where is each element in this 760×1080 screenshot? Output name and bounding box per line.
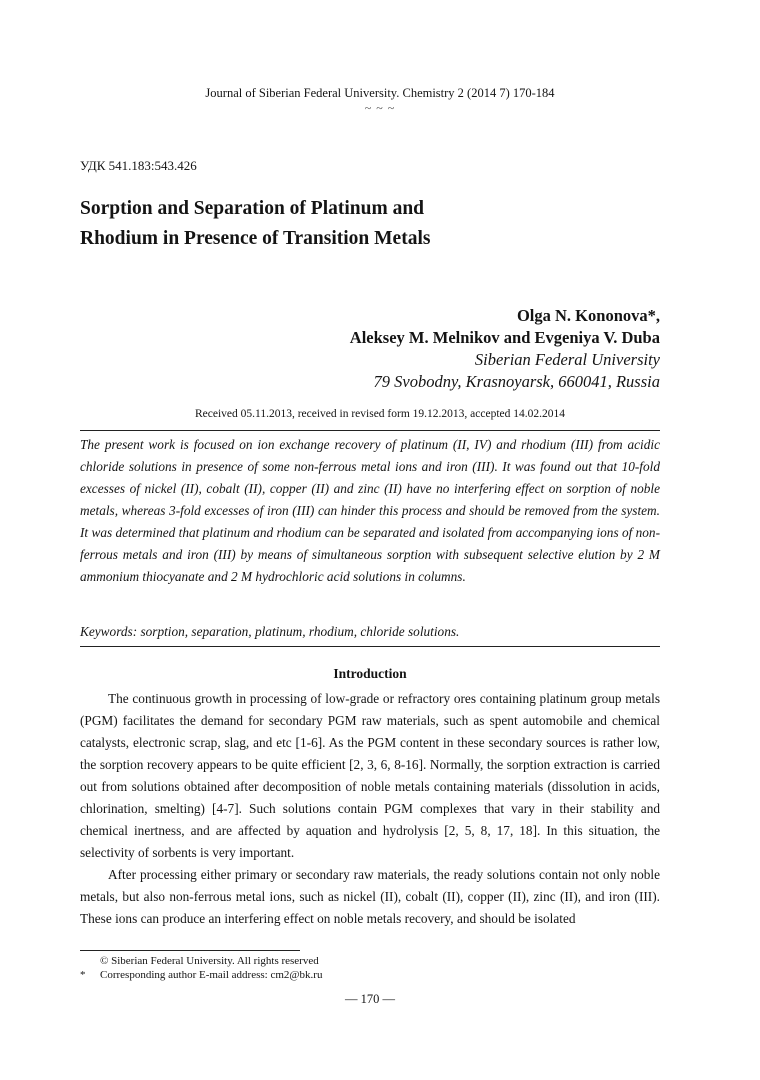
keywords-bottom-rule xyxy=(80,646,660,647)
author-block xyxy=(350,305,660,393)
address: 79 Svobodny, Krasnoyarsk, 660041, Russia xyxy=(373,372,660,391)
author-line-1: Olga N. Kononova*, xyxy=(516,306,660,325)
affiliation: Siberian Federal University xyxy=(474,350,660,369)
udc-code: УДК 541.183:543.426 xyxy=(80,158,197,173)
header-separator: ~ ~ ~ xyxy=(364,101,396,115)
footnote-rule xyxy=(80,950,300,951)
page-number: — 170 — xyxy=(345,992,395,1006)
paragraph: After processing either primary or secondary raw materials, the ready solutions contain not only noble metals, but also non-ferrous metal ions, such as nickel (II), cobalt (II), copper (II), zinc (II), and iron (III). These ions can produce an interfering effect on noble metals recovery, and should be isolated xyxy=(80,867,660,926)
abstract-top-rule xyxy=(80,430,660,431)
section-heading-introduction: Introduction xyxy=(333,666,407,681)
corresponding-email: Corresponding author E-mail address: cm2@bk.ru xyxy=(100,969,323,981)
footnote-corresponding xyxy=(80,968,322,982)
introduction-body xyxy=(80,688,660,930)
footnote-star: * xyxy=(80,969,86,981)
received-dates: Received 05.11.2013, received in revised form 19.12.2013, accepted 14.02.2014 xyxy=(194,408,566,420)
article-title: Sorption and Separation of Platinum and Rhodium in Presence of Transition Metals xyxy=(80,198,431,249)
footnote-copyright: © Siberian Federal University. All rights reserved xyxy=(100,955,319,967)
author-line-2: Aleksey M. Melnikov and Evgeniya V. Duba xyxy=(349,328,660,347)
abstract: The present work is focused on ion exchange recovery of platinum (II, IV) and rhodium (III) from acidic chloride solutions in presence of some non-ferrous metal ions and iron (III). It was found out that 10-fold excesses of nickel (II), cobalt (II), copper (II) and zinc (II) have no interfering effect on sorption of noble metals, whereas 3-fold excesses of iron (III) can hinder this process and should be removed from the system. It was determined that platinum and rhodium can be separated and isolated from accompanying ions of non-ferrous metals and iron (III) by means of simultaneous sorption with subsequent selective elution by 2 M ammonium thiocyanate and 2 M hydrochloric acid solutions in columns. xyxy=(80,437,660,584)
paragraph: The continuous growth in processing of low-grade or refractory ores containing platinum group metals (PGM) facilitates the demand for secondary PGM raw materials, such as spent automobile and chemical catalysts, electronic scrap, slag, and etc [1-6]. As the PGM content in these secondary sources is rather low, the sorption recovery appears to be quite efficient [2, 3, 6, 8-16]. Normally, the sorption extraction is carried out from solutions obtained after decomposition of noble metals containing materials (dissolution in acids, chlorination, smelting) [4-7]. Such solutions contain PGM complexes that vary in their stability and chemical inertness, and are affected by aquation and hydrolysis [2, 5, 8, 17, 18]. In this situation, the selectivity of sorbents is very important. xyxy=(80,691,660,860)
journal-header: Journal of Siberian Federal University. Chemistry 2 (2014 7) 170-184 xyxy=(205,86,555,100)
keywords: Keywords: sorption, separation, platinum, rhodium, chloride solutions. xyxy=(80,624,460,639)
